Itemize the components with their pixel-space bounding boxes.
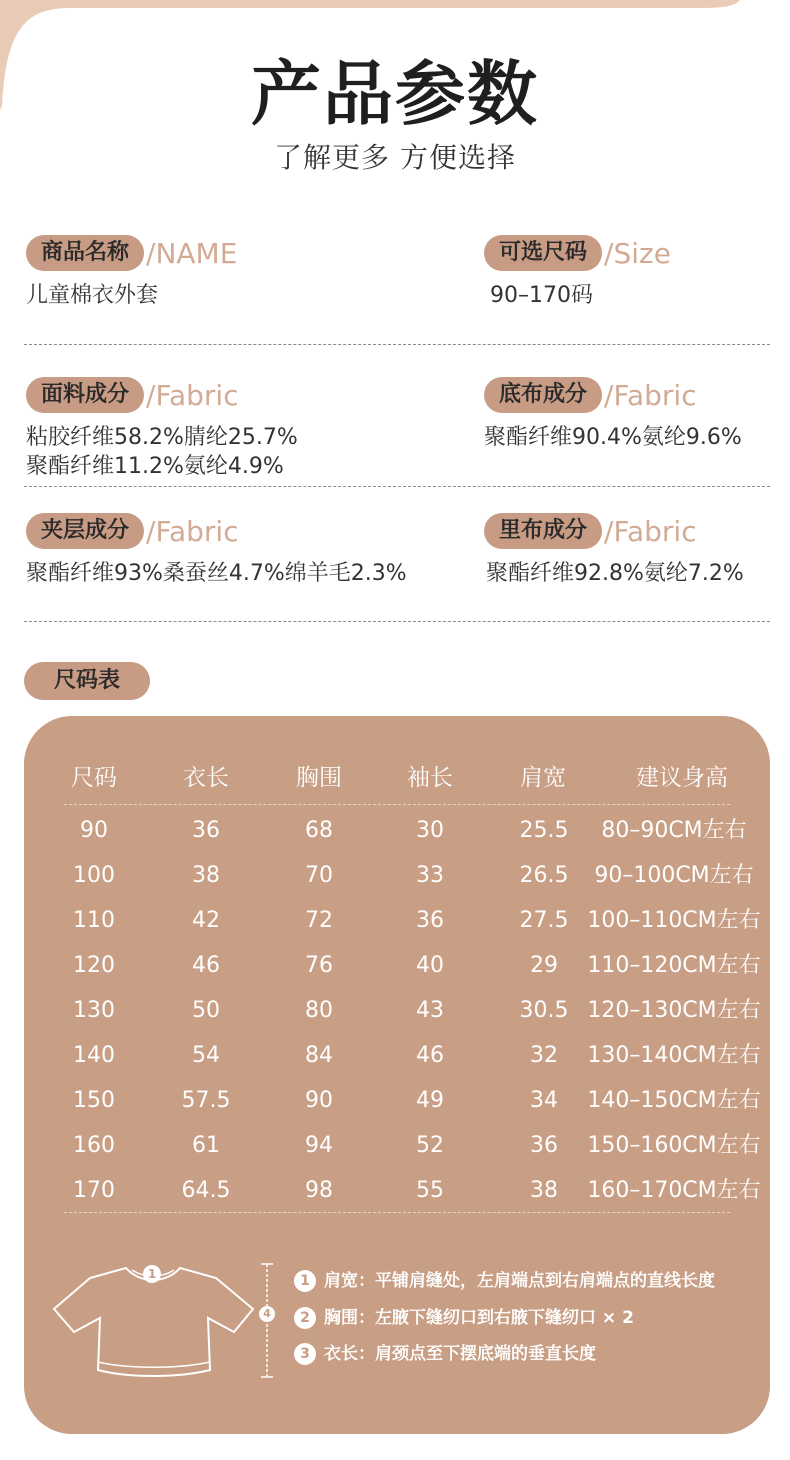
note-text: 衣长：肩颈点至下摆底端的垂直长度 [324,1344,596,1364]
note-text: 胸围：左腋下缝纫口到右腋下缝纫口 × 2 [324,1308,634,1328]
table-cell: 30.5 [519,998,569,1023]
table-cell: 130 [73,998,115,1023]
divider [24,486,770,487]
note-number: 1 [294,1270,316,1292]
table-cell: 38 [192,863,220,888]
table-cell: 130–140CM左右 [587,1043,761,1068]
field-base-value: 聚酯纤维90.4%氨纶9.6% [484,425,742,450]
table-cell: 64.5 [181,1178,231,1203]
table-cell: 32 [530,1043,558,1068]
table-cell: 76 [305,953,333,978]
field-name-en: /NAME [146,236,238,270]
field-name [26,235,237,310]
field-base-en: /Fabric [604,378,697,412]
table-cell: 90–100CM左右 [594,863,754,888]
page-title: 产品参数 [251,53,539,135]
measure-note [294,1342,596,1366]
note-text: 肩宽：平铺肩缝处，左肩端点到右肩端点的直线长度 [324,1271,715,1291]
table-header: 衣长 [183,765,229,791]
table-cell: 55 [416,1178,444,1203]
table-header: 肩宽 [520,765,566,791]
table-cell: 94 [305,1133,333,1158]
divider [24,344,770,345]
table-cell: 140 [73,1043,115,1068]
table-cell: 170 [73,1178,115,1203]
table-cell: 110 [73,908,115,933]
table-cell: 150 [73,1088,115,1113]
table-cell: 33 [416,863,444,888]
table-header: 建议身高 [636,765,728,791]
measure-note [294,1269,715,1293]
diagram-marker-4: 4 [259,1306,275,1322]
table-cell: 34 [530,1088,558,1113]
table-cell: 36 [530,1133,558,1158]
field-fabric [26,377,298,481]
table-cell: 30 [416,818,444,843]
table-cell: 50 [192,998,220,1023]
field-size [484,235,671,310]
table-cell: 68 [305,818,333,843]
table-cell: 61 [192,1133,220,1158]
table-header: 胸围 [296,765,342,791]
field-fabric-value-line-2: 聚酯纤维11.2%氨纶4.9% [26,454,284,479]
field-lining-value: 聚酯纤维92.8%氨纶7.2% [486,561,744,586]
field-middle [26,513,407,588]
measure-note [294,1306,634,1330]
table-cell: 98 [305,1178,333,1203]
table-cell: 80–90CM左右 [601,818,747,843]
table-cell: 40 [416,953,444,978]
field-name-value: 儿童棉衣外套 [26,283,159,308]
table-cell: 120 [73,953,115,978]
field-fabric-value-line-1: 粘胶纤维58.2%腈纶25.7% [26,425,298,450]
table-cell: 72 [305,908,333,933]
table-footer-divider [64,1212,730,1213]
table-cell: 140–150CM左右 [587,1088,761,1113]
table-cell: 46 [192,953,220,978]
page-subtitle: 了解更多 方便选择 [274,141,516,174]
table-cell: 42 [192,908,220,933]
diagram-marker-1: 1 [143,1265,161,1283]
field-base [484,377,742,452]
table-cell: 25.5 [519,818,569,843]
table-cell: 29 [530,953,558,978]
field-lining-en: /Fabric [604,514,697,548]
field-middle-en: /Fabric [146,514,239,548]
divider [24,621,770,622]
table-header: 尺码 [71,765,117,791]
field-fabric-en: /Fabric [146,378,239,412]
table-header: 袖长 [407,765,453,791]
table-cell: 100–110CM左右 [587,908,761,933]
size-chart-card [24,716,770,1434]
table-cell: 150–160CM左右 [587,1133,761,1158]
size-chart-tag: 尺码表 [24,662,150,700]
garment-diagram [48,1254,283,1389]
table-cell: 46 [416,1043,444,1068]
table-cell: 90 [80,818,108,843]
table-cell: 43 [416,998,444,1023]
field-middle-label: 夹层成分 [26,513,144,549]
field-size-en: /Size [604,236,671,270]
table-cell: 38 [530,1178,558,1203]
field-size-value: 90–170码 [490,283,593,308]
note-number: 2 [294,1307,316,1329]
field-lining-label: 里布成分 [484,513,602,549]
table-cell: 80 [305,998,333,1023]
table-cell: 110–120CM左右 [587,953,761,978]
field-base-label: 底布成分 [484,377,602,413]
table-cell: 26.5 [519,863,569,888]
field-name-label: 商品名称 [26,235,144,271]
table-cell: 36 [416,908,444,933]
note-number: 3 [294,1343,316,1365]
table-cell: 27.5 [519,908,569,933]
table-cell: 54 [192,1043,220,1068]
field-middle-value: 聚酯纤维93%桑蚕丝4.7%绵羊毛2.3% [26,561,407,586]
table-cell: 90 [305,1088,333,1113]
field-lining [484,513,744,588]
table-cell: 49 [416,1088,444,1113]
table-cell: 160–170CM左右 [587,1178,761,1203]
table-cell: 70 [305,863,333,888]
table-cell: 36 [192,818,220,843]
field-fabric-label: 面料成分 [26,377,144,413]
table-cell: 57.5 [181,1088,231,1113]
field-size-label: 可选尺码 [484,235,602,271]
table-cell: 120–130CM左右 [587,998,761,1023]
table-cell: 84 [305,1043,333,1068]
table-cell: 160 [73,1133,115,1158]
table-header-divider [64,804,730,805]
table-cell: 100 [73,863,115,888]
table-cell: 52 [416,1133,444,1158]
